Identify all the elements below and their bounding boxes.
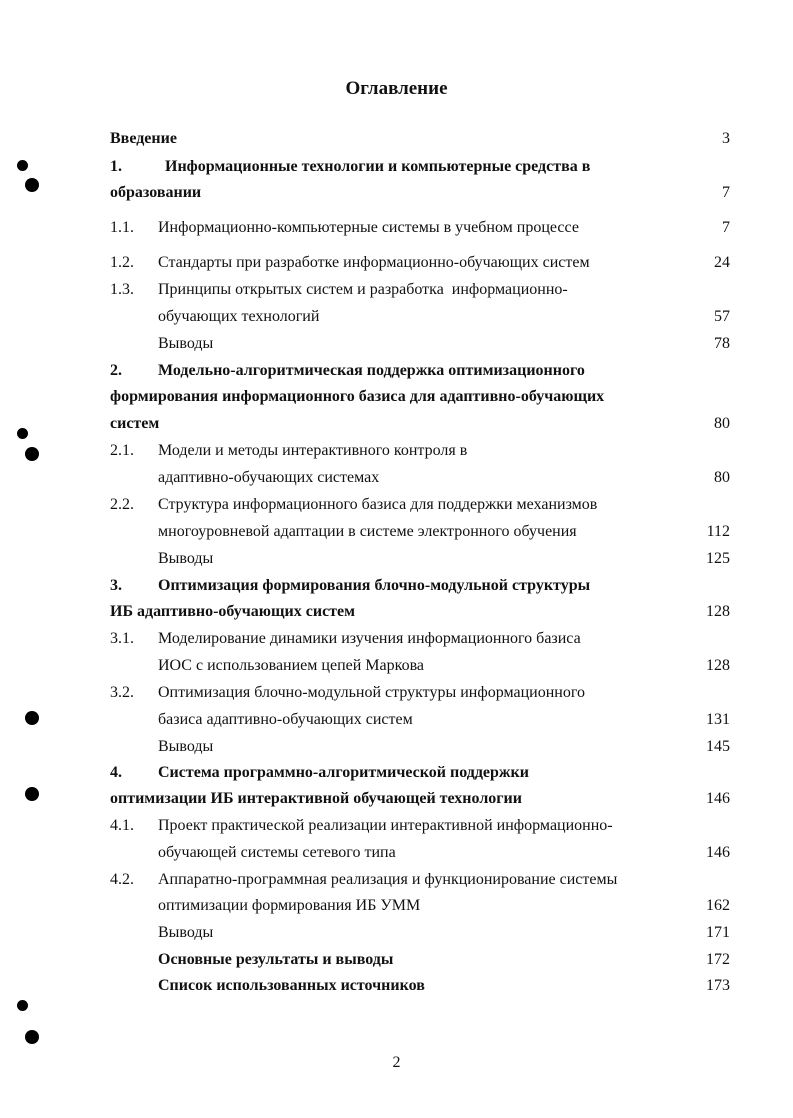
toc-entry-number: 2.2. xyxy=(110,496,134,513)
toc-entry xyxy=(0,250,793,276)
toc-entry-page: 172 xyxy=(706,951,730,968)
toc-entry-text: Модели и методы интерактивного контроля в xyxy=(158,442,468,459)
toc-entry-text: ИОС с использованием цепей Маркова xyxy=(158,657,425,674)
toc-entry-page: 146 xyxy=(706,844,730,861)
toc-entry xyxy=(0,867,793,893)
toc-entry-number: 4. xyxy=(110,764,122,781)
toc-entry-text: образовании xyxy=(110,184,202,201)
toc-entry-text: Выводы xyxy=(158,550,214,567)
toc-entry-number: 2. xyxy=(110,362,122,379)
toc-entry-page: 162 xyxy=(706,897,730,914)
toc-entry-number: 1.3. xyxy=(110,281,134,298)
toc-entry xyxy=(0,519,793,545)
toc-entry-page: 173 xyxy=(706,977,730,994)
toc-entry-text: систем xyxy=(110,415,160,432)
toc-entry-page: 57 xyxy=(714,308,730,325)
toc-entry-page: 24 xyxy=(714,254,730,271)
toc-entry-text: Информационно-компьютерные системы в учебном процессе xyxy=(158,219,579,236)
toc-entry xyxy=(0,707,793,733)
toc-entry xyxy=(0,653,793,679)
toc-entry-text: Аппаратно-программная реализация и функционирование системы xyxy=(158,871,618,888)
binder-hole xyxy=(17,1000,28,1011)
toc-entry-page: 171 xyxy=(706,924,730,941)
toc-entry xyxy=(0,840,793,866)
toc-entry-text: Оптимизация блочно-модульной структуры информационного xyxy=(158,684,585,701)
toc-entry xyxy=(0,411,793,437)
toc-entry xyxy=(0,920,793,946)
toc-entry-page: 131 xyxy=(706,711,730,728)
toc-entry-text: Модельно-алгоритмическая поддержка оптимизационного xyxy=(158,362,585,379)
toc-entry xyxy=(0,573,793,599)
toc-entry-text: Информационные технологии и компьютерные средства в xyxy=(165,158,591,175)
toc-entry-page: 125 xyxy=(706,550,730,567)
toc-entry xyxy=(0,786,793,812)
toc-entry-text: ИБ адаптивно-обучающих систем xyxy=(110,603,356,620)
toc-entry-number: 2.1. xyxy=(110,442,134,459)
toc-entry-text: Система программно-алгоритмической поддержки xyxy=(158,764,529,781)
toc-entry xyxy=(0,492,793,518)
toc-entry-number: 4.1. xyxy=(110,817,134,834)
toc-entry xyxy=(0,947,793,973)
toc-entry xyxy=(0,277,793,303)
toc-entry-page: 78 xyxy=(714,335,730,352)
toc-entry xyxy=(0,465,793,491)
toc-entry-text: Стандарты при разработке информационно-обучающих систем xyxy=(158,254,590,271)
toc-entry-number: 1.2. xyxy=(110,254,134,271)
toc-entry-number: 3.2. xyxy=(110,684,134,701)
toc-entry xyxy=(0,215,793,241)
toc-entry xyxy=(0,813,793,839)
toc-entry-text: Выводы xyxy=(158,924,214,941)
toc-entry xyxy=(0,304,793,330)
toc-entry-text: Выводы xyxy=(158,738,214,755)
page-title: Оглавление xyxy=(345,78,448,99)
toc-entry-page: 145 xyxy=(706,738,730,755)
toc-entry-text: обучающей системы сетевого типа xyxy=(158,844,396,861)
toc-entry-text: базиса адаптивно-обучающих систем xyxy=(158,711,413,728)
binder-hole xyxy=(25,1030,39,1044)
toc-entry-text: Введение xyxy=(110,130,177,147)
toc-entry xyxy=(0,760,793,786)
toc-entry xyxy=(0,893,793,919)
toc-entry-text: Список использованных источников xyxy=(158,977,425,994)
toc-entry-page: 3 xyxy=(722,130,730,147)
toc-entry-text: Моделирование динамики изучения информационного базиса xyxy=(158,630,581,647)
toc-entry-text: обучающих технологий xyxy=(158,308,320,325)
toc-entry xyxy=(0,384,793,410)
toc-entry-page: 112 xyxy=(706,523,730,540)
toc-entry xyxy=(0,180,793,206)
toc-entry-text: формирования информационного базиса для адаптивно-обучающих xyxy=(110,388,605,405)
toc-entry-number: 1. xyxy=(110,158,122,175)
toc-entry-text: Выводы xyxy=(158,335,214,352)
toc-entry xyxy=(0,358,793,384)
toc-entry-text: многоуровневой адаптации в системе электронного обучения xyxy=(158,523,577,540)
toc-entry-text: Основные результаты и выводы xyxy=(158,951,394,968)
toc-entry-page: 7 xyxy=(722,219,730,236)
toc-entry-number: 4.2. xyxy=(110,871,134,888)
toc-entry xyxy=(0,626,793,652)
toc-entry-number: 1.1. xyxy=(110,219,134,236)
toc-entry-page: 146 xyxy=(706,790,730,807)
toc-entry-text: Структура информационного базиса для поддержки механизмов xyxy=(158,496,598,513)
toc-entry xyxy=(0,734,793,760)
toc-entry xyxy=(0,331,793,357)
toc-entry-page: 80 xyxy=(714,415,730,432)
toc-entry xyxy=(0,438,793,464)
toc-entry-page: 128 xyxy=(706,603,730,620)
page-number: 2 xyxy=(392,1054,401,1071)
toc-entry-text: Принципы открытых систем и разработка информационно- xyxy=(158,281,568,298)
toc-entry xyxy=(0,546,793,572)
toc-entry-page: 128 xyxy=(706,657,730,674)
toc-entry-text: адаптивно-обучающих системах xyxy=(158,469,380,486)
toc-entry-text: Оптимизация формирования блочно-модульной структуры xyxy=(158,577,591,594)
toc-entry-number: 3.1. xyxy=(110,630,134,647)
toc-entry xyxy=(0,154,793,180)
toc-entry-text: Проект практической реализации интерактивной информационно- xyxy=(158,817,613,834)
toc-entry-text: оптимизации формирования ИБ УММ xyxy=(158,897,421,914)
toc-entry-number: 3. xyxy=(110,577,122,594)
toc-entry xyxy=(0,680,793,706)
toc-entry xyxy=(0,126,793,152)
toc-entry xyxy=(0,599,793,625)
toc-entry-page: 7 xyxy=(722,184,730,201)
toc-entry-text: оптимизации ИБ интерактивной обучающей технологии xyxy=(110,790,522,807)
toc-entry-page: 80 xyxy=(714,469,730,486)
toc-entry xyxy=(0,973,793,999)
